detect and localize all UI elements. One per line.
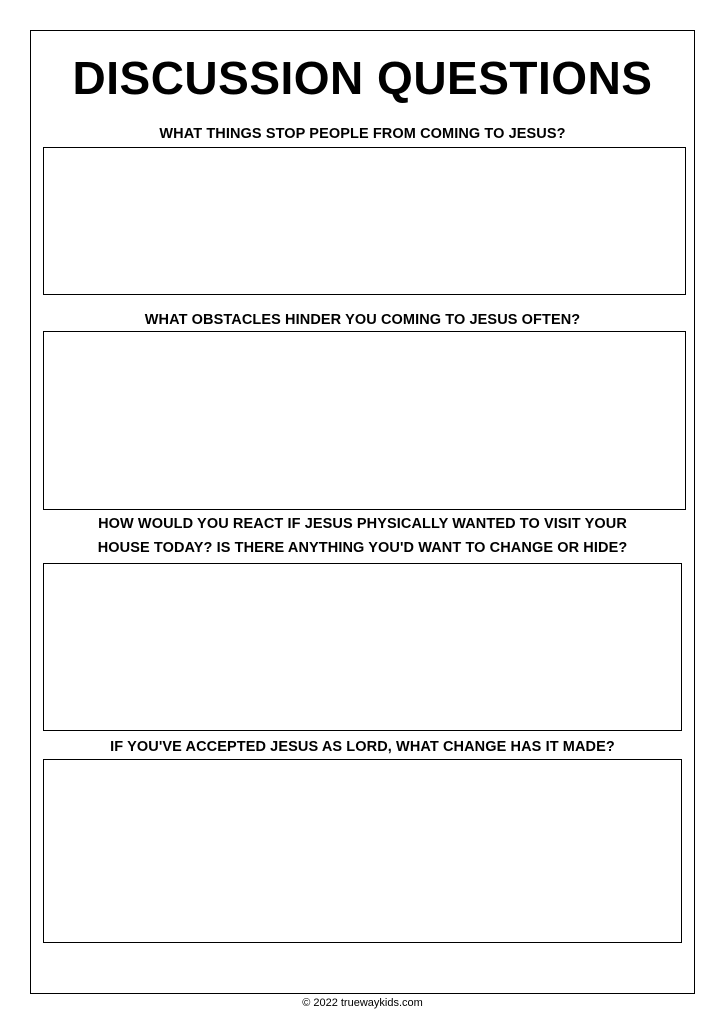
question-3 <box>30 512 695 560</box>
question-1: WHAT THINGS STOP PEOPLE FROM COMING TO JESUS? <box>159 126 566 142</box>
answer-box-3[interactable] <box>43 563 682 731</box>
answer-box-4[interactable] <box>43 759 682 943</box>
question-3-line-1: HOW WOULD YOU REACT IF JESUS PHYSICALLY WANTED TO VISIT YOUR <box>98 516 627 532</box>
copyright-footer: © 2022 truewaykids.com <box>302 997 423 1009</box>
question-2: WHAT OBSTACLES HINDER YOU COMING TO JESUS OFTEN? <box>144 312 581 328</box>
answer-box-2[interactable] <box>43 331 686 510</box>
answer-box-1[interactable] <box>43 147 686 295</box>
question-4: IF YOU'VE ACCEPTED JESUS AS LORD, WHAT CHANGE HAS IT MADE? <box>110 739 615 755</box>
page-title: DISCUSSION QUESTIONS <box>72 52 653 104</box>
question-3-line-2: HOUSE TODAY? IS THERE ANYTHING YOU'D WANT TO CHANGE OR HIDE? <box>97 540 628 556</box>
